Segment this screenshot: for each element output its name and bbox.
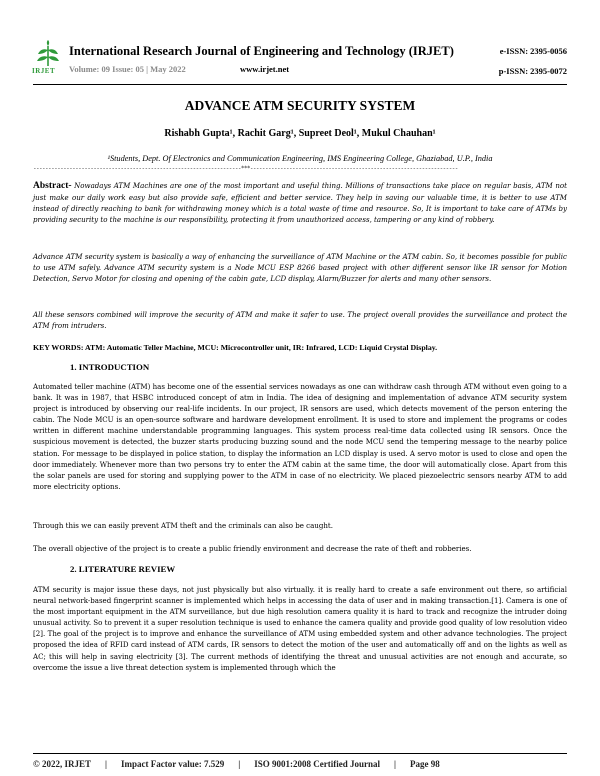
introduction-paragraph-2: Through this we can easily prevent ATM theft and the criminals can also be caught. xyxy=(33,521,333,530)
abstract-separator: ---------------------------------------------------------------------***--------------------------------------------------------------------- xyxy=(33,165,458,172)
affiliation: ¹Students, Dept. Of Electronics and Communication Engineering, IMS Engineering College, Ghaziabad, U.P., India xyxy=(107,154,493,163)
abstract-text-1: Nowadays ATM Machines are one of the most important and useful thing. Millions of transactions take place on regular basis, ATM not just make our daily work easy but also provide safe, efficient and better service. They help in saving our valuable time, it is better to use ATM instead of directly reaching to bank for withdrawing money which is a total waste of time and resource. So, It is important to take care of ATMs by providing security to the machine is our responsibility, protecting it from unauthorized access, tampering or any kind of robbery. xyxy=(33,181,567,225)
introduction-paragraph-3: The overall objective of the project is to create a public friendly environment and decrease the rate of theft and robberies. xyxy=(33,544,472,553)
author-list: Rishabh Gupta¹, Rachit Garg¹, Supreet Deol¹, Mukul Chauhan¹ xyxy=(164,128,436,139)
abstract-paragraph-3: All these sensors combined will improve the security of ATM and make it safer to use. The project overall provides the surveillance and protect the ATM from intruders. xyxy=(33,310,567,331)
p-issn: p-ISSN: 2395-0072 xyxy=(498,66,567,76)
keywords: KEY WORDS: ATM: Automatic Teller Machine, MCU: Microcontroller unit, IR: Infrared, LCD: Liquid Crystal Display. xyxy=(33,343,438,352)
literature-review-paragraph-1: ATM security is major issue these days, not just physically but also virtually. it is really hard to create a safe environment out there, so artificial neural network-based fingerprint scanner is implemented which helps in accessing the data of user and in making transaction.[1]. Camera is one of the most important equipment in the ATM surveillance, but due high resolution camera quality it is hard to track and recognize the intruder doing unusual activity. So to prevent it a super resolution technique is used to enhance the camera quality and provide good quality of low resolution video [2]. The goal of the project is to improve and enhance the surveillance of ATM using embedded system and other advance technologies. The project proposed the idea of RFID card instead of ATM cards, IR sensors to detect the motion of the user and automatically off and on the lights as well as AC; this will help in saving electricity [3]. The current methods of identifying the threat and unusual activities are not enough and accurate, so overcome the issue a live threat detection system is implemented through which the xyxy=(33,585,567,672)
introduction-paragraph-1: Automated teller machine (ATM) has become one of the essential services nowadays as one can withdraw cash through ATM without even going to a bank. It was in 1987, that HSBC introduced concept of atm in India. The idea of designing and implementation of advance ATM security system project is introduced by observing our real-life incidents. In our project, IR sensors are used, which detects movement of the person entering the cabin. The Node MCU is an open-source software and hardware development enrollment. It is used to store and implement the programs or codes written in different machine understandable programming languages. This system process real-time data collected using IR sensors. Once the suspicious movement is detected, the buzzer starts producing buzzing sound and the node MCU send the tempering message to the nearby police station. For message to be displayed in police station, to display the information an LCD display is used. A servo motor is used to close and open the door immediately. Whenever more than two persons try to enter the ATM cabin at the same time, the door will automatically close. Apart from this the solar panels are used for storing and supplying power to the ATM in case of no electricity. We placed piezoelectric sensors nearby ATM to add more electricity options. xyxy=(33,382,567,491)
page-number: Page 98 xyxy=(410,759,440,769)
paper-title: ADVANCE ATM SECURITY SYSTEM xyxy=(184,98,416,113)
footer-separator: | xyxy=(394,759,397,769)
footer-divider xyxy=(33,753,567,754)
footer-impact-factor: Impact Factor value: 7.529 xyxy=(120,759,225,769)
journal-header xyxy=(33,40,567,86)
journal-name: International Research Journal of Engineering and Technology (IRJET) xyxy=(69,44,454,58)
journal-website-link[interactable]: www.irjet.net xyxy=(240,64,290,74)
volume-issue: Volume: 09 Issue: 05 | May 2022 xyxy=(69,64,186,74)
logo-text: IRJET xyxy=(32,67,56,75)
abstract-paragraph-2: Advance ATM security system is basically a way of enhancing the surveillance of ATM Machine or the ATM cabin. So, it becomes possible for public to use ATM safely. Advance ATM security system is a Node MCU ESP 8266 based project with other different sensor like IR sensor for Motion Detection, Servo Motor for closing and opening of the cabin gate, LCD display, Alarm/Buzzer for alerts and many other sensors. xyxy=(33,252,567,284)
abstract-paragraph-1 xyxy=(33,180,567,225)
abstract-label: Abstract- xyxy=(33,181,72,191)
e-issn: e-ISSN: 2395-0056 xyxy=(499,46,567,56)
footer-separator: | xyxy=(104,759,107,769)
section-heading-literature-review: 2. LITERATURE REVIEW xyxy=(70,564,176,574)
footer-copyright: © 2022, IRJET xyxy=(33,759,91,769)
footer-separator: | xyxy=(238,759,241,769)
header-divider xyxy=(33,84,567,85)
page-footer xyxy=(33,759,567,769)
footer-iso: ISO 9001:2008 Certified Journal xyxy=(254,759,381,769)
section-heading-introduction: 1. INTRODUCTION xyxy=(70,362,150,372)
